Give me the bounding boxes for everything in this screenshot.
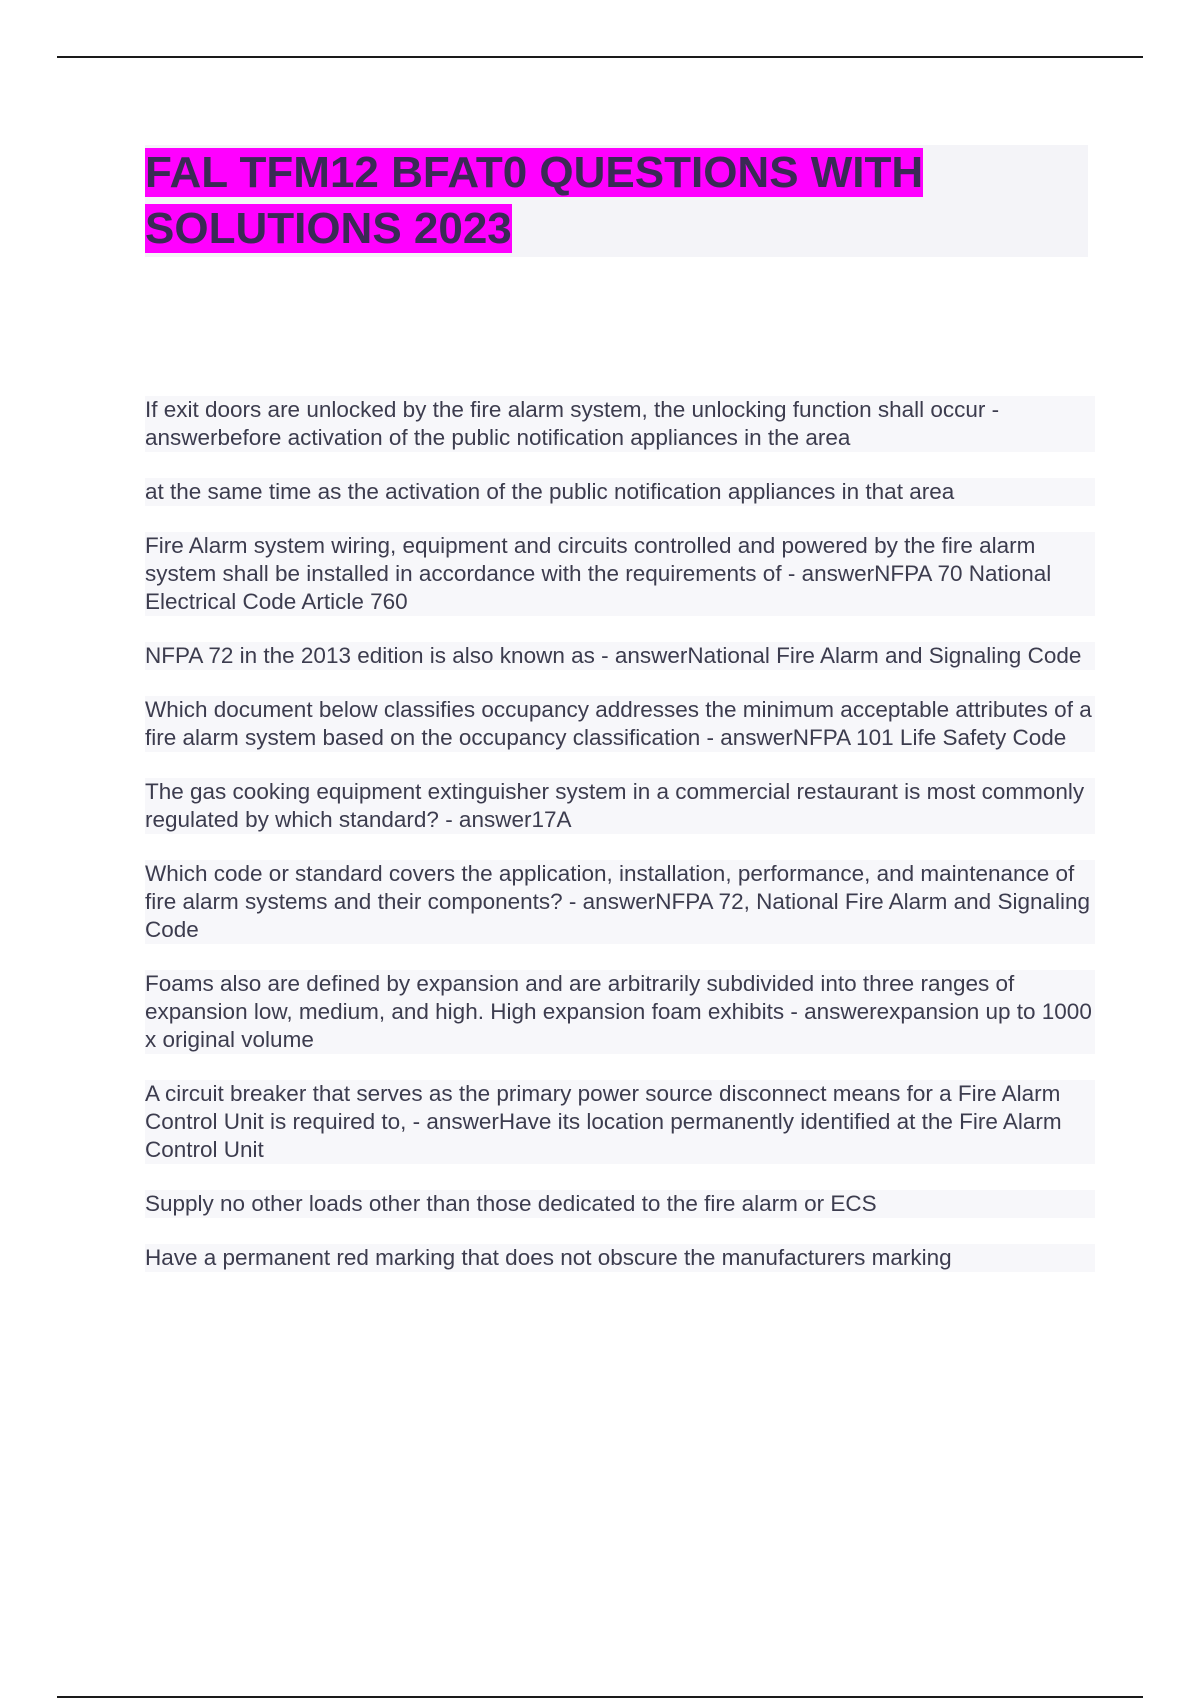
- qa-item: Have a permanent red marking that does not obscure the manufacturers marking: [145, 1244, 1095, 1272]
- qa-item: If exit doors are unlocked by the fire alarm system, the unlocking function shall occur - answerbefore activation of the public notification appliances in the area: [145, 396, 1095, 452]
- bottom-rule: [57, 1696, 1143, 1698]
- qa-item: Fire Alarm system wiring, equipment and circuits controlled and powered by the fire alarm system shall be installed in accordance with the requirements of - answerNFPA 70 National Electrical Code Article 760: [145, 532, 1095, 616]
- document-title: [145, 145, 1088, 257]
- qa-item: Supply no other loads other than those dedicated to the fire alarm or ECS: [145, 1190, 1095, 1218]
- top-rule: [57, 56, 1143, 58]
- qa-item: A circuit breaker that serves as the primary power source disconnect means for a Fire Alarm Control Unit is required to, - answerHave its location permanently identified at the Fire Alarm Control Unit: [145, 1080, 1095, 1164]
- qa-item: NFPA 72 in the 2013 edition is also known as - answerNational Fire Alarm and Signaling Code: [145, 642, 1095, 670]
- qa-item: The gas cooking equipment extinguisher system in a commercial restaurant is most commonly regulated by which standard? - answer17A: [145, 778, 1095, 834]
- title-highlight: FAL TFM12 BFAT0 QUESTIONS WITH SOLUTIONS 2023: [145, 148, 924, 253]
- title-block: [145, 145, 1088, 257]
- qa-item: Which code or standard covers the application, installation, performance, and maintenance of fire alarm systems and their components? - answerNFPA 72, National Fire Alarm and Signaling Code: [145, 860, 1095, 944]
- qa-list: [145, 396, 1095, 1298]
- qa-item: Foams also are defined by expansion and are arbitrarily subdivided into three ranges of expansion low, medium, and high. High expansion foam exhibits - answerexpansion up to 1000 x original volume: [145, 970, 1095, 1054]
- qa-item: Which document below classifies occupancy addresses the minimum acceptable attributes of a fire alarm system based on the occupancy classification - answerNFPA 101 Life Safety Code: [145, 696, 1095, 752]
- qa-item: at the same time as the activation of the public notification appliances in that area: [145, 478, 1095, 506]
